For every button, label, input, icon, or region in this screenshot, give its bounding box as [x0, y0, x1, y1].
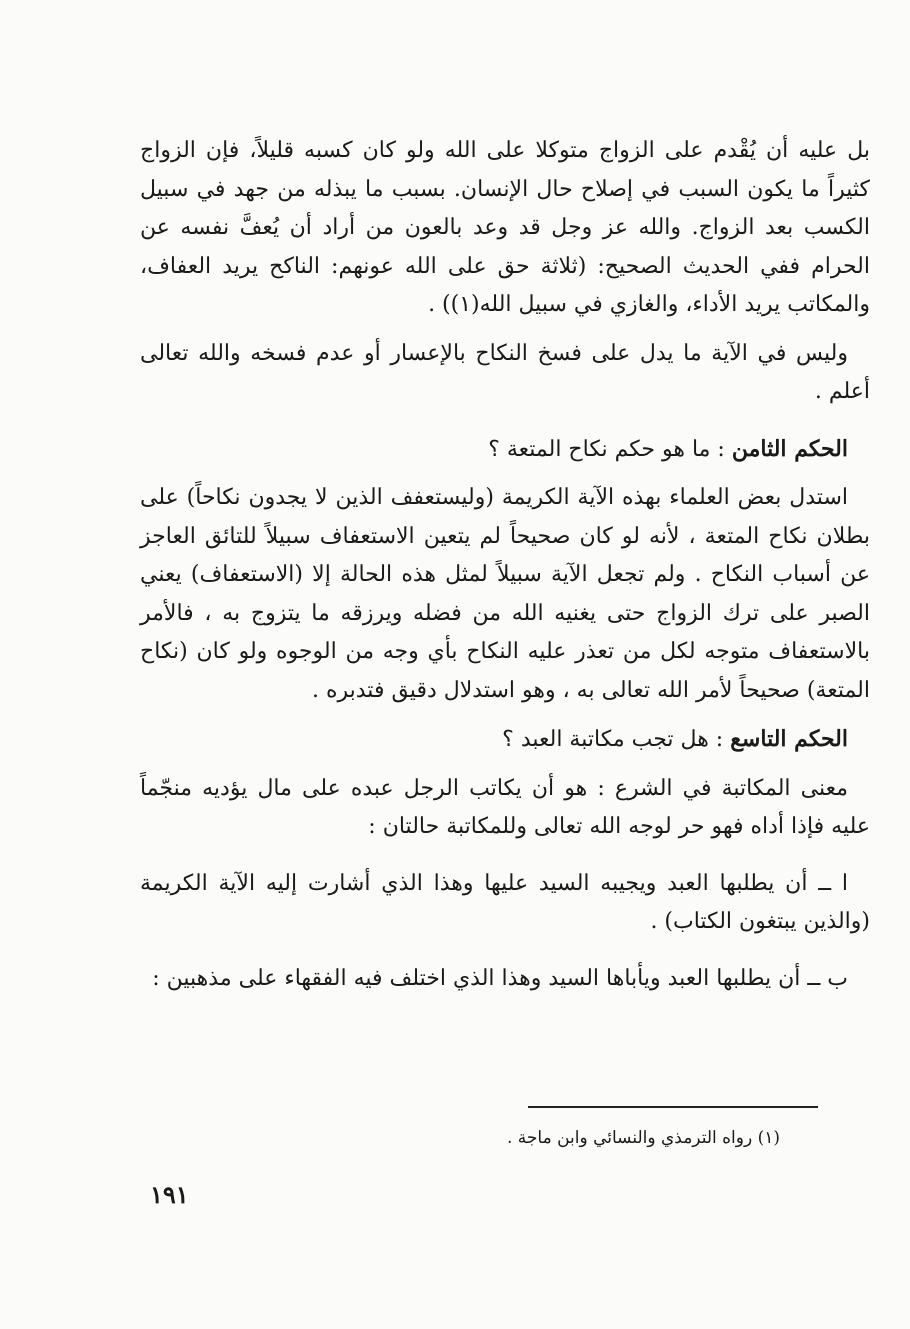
- page-number: ١٩١: [150, 1180, 189, 1209]
- heading-ruling-eight-question: : ما هو حكم نكاح المتعة ؟: [488, 436, 725, 462]
- footnote: (١) رواه الترمذي والنسائي وابن ماجة .: [506, 1128, 780, 1148]
- paragraph-mutah-argument: استدل بعض العلماء بهذه الآية الكريمة (وليستعفف الذين لا يجدون نكاحاً) على بطلان نكاح المتعة ، لأنه لو كان صحيحاً لم يتعين الاستعفاف سبيلاً للتائق العاجز عن أسباب النكاح . ولم تجعل الآية سبيلاً لمثل هذه الحالة إلا (الاستعفاف) يعني الصبر على ترك الزواج حتى يغنيه الله من فضله ويرزقه ما يتزوج به ، فالأمر بالاستعفاف متوجه لكل من تعذر عليه النكاح بأي وجه من الوجوه ولو كان (نكاح المتعة) صحيحاً لأمر الله تعالى به ، وهو استدلال دقيق فتدبره .: [140, 485, 870, 703]
- list-item-case-a: ا ــ أن يطلبها العبد ويجيبه السيد عليها وهذا الذي أشارت إليه الآية الكريمة (والذين يبتغون الكتاب) .: [140, 870, 870, 934]
- page-body: [140, 132, 870, 998]
- paragraph-verse-no-annulment: وليس في الآية ما يدل على فسخ النكاح بالإعسار أو عدم فسخه والله تعالى أعلم .: [140, 340, 870, 404]
- heading-ruling-eight-title: الحكم الثامن: [731, 435, 848, 462]
- paragraph-mukataba-definition: معنى المكاتبة في الشرع : هو أن يكاتب الرجل عبده على مال يؤديه منجّماً عليه فإذا أداه فهو حر لوجه الله تعالى وللمكاتبة حالتان :: [140, 775, 870, 839]
- heading-ruling-nine: [140, 720, 870, 760]
- heading-ruling-eight: [140, 430, 870, 470]
- heading-ruling-nine-question: : هل تجب مكاتبة العبد ؟: [502, 727, 724, 752]
- paragraph-marriage-trust: بل عليه أن يُقْدم على الزواج متوكلا على الله ولو كان كسبه قليلاً، فإن الزواج كثيراً ما يكون السبب في إصلاح حال الإنسان. بسبب ما يبذله من جهد في سبيل الكسب بعد الزواج. والله عز وجل قد وعد بالعون من أراد أن يُعفَّ نفسه عن الحرام ففي الحديث الصحيح: (ثلاثة حق على الله عونهم: الناكح يريد العفاف، والمكاتب يريد الأداء، والغازي في سبيل الله(١)) .: [140, 138, 870, 317]
- list-item-case-b: ب ــ أن يطلبها العبد ويأباها السيد وهذا الذي اختلف فيه الفقهاء على مذهبين :: [152, 965, 848, 991]
- footnote-divider: [528, 1106, 818, 1108]
- heading-ruling-nine-title: الحكم التاسع: [730, 726, 848, 752]
